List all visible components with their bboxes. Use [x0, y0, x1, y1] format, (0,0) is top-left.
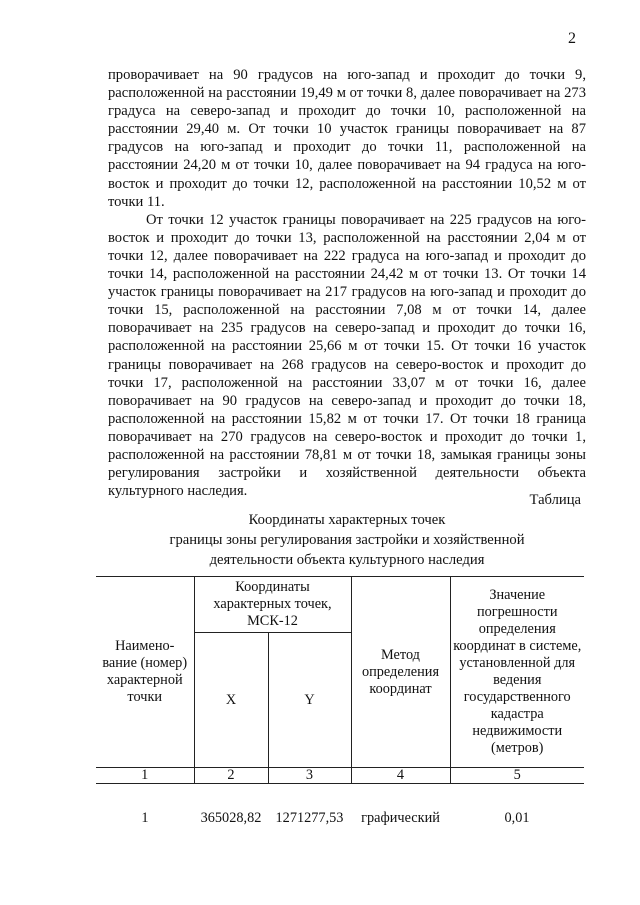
table-label: Таблица [529, 492, 581, 508]
header-x: X [194, 633, 268, 768]
column-number: 5 [450, 768, 584, 784]
column-number: 2 [194, 768, 268, 784]
column-number: 3 [268, 768, 351, 784]
page-number: 2 [568, 30, 576, 47]
table-title-line-3: деятельности объекта культурного наследия [209, 552, 485, 568]
coordinates-table [96, 576, 584, 828]
cell-point: 1 [141, 810, 149, 826]
header-coordinates: Координаты характерных точек, МСК-12 [194, 577, 351, 633]
paragraph-2: От точки 12 участок границы поворачивает на 225 градусов на юго-восток и проходит до точки 13, расположенной на расстоянии 2,04 м от точки 12, далее поворачивает на 222 градуса на юго-запад и проходит до точки 14, расположенной на расстоянии 24,42 м от точки 13. От точки 14 участок границы поворачивает на 217 градусов на юго-запад и проходит до точки 15, расположенной на расстоянии 7,08 м от точки 14, далее поворачивает на 235 градусов на северо-запад и проходит до точки 16, расположенной на расстоянии 25,66 м от точки 15. От точки 16 участок границы поворачивает на 268 градусов на северо-восток и проходит до точки 17, расположенной на расстоянии 33,07 м от точки 16, далее поворачивает на 90 градусов на северо-запад и проходит до точки 18, расположенной на расстоянии 15,82 м от точки 17. От точки 18 граница поворачивает на 270 градусов на северо-восток и проходит до точки 1, расположенной на расстоянии 78,81 м от точки 18, замыкая границы зоны регулирования застройки и хозяйственной деятельности объекта культурного наследия. [108, 211, 586, 500]
header-error: Значение погрешности определения координат в системе, установленной для ведения государственного кадастра недвижимости (метров) [450, 577, 584, 768]
header-point-name: Наимено-вание (номер) характерной точки [96, 577, 194, 768]
column-number: 4 [351, 768, 450, 784]
table-title-line-2: границы зоны регулирования застройки и хозяйственной [169, 532, 525, 548]
column-numbers-row [96, 768, 584, 784]
table-row [96, 784, 584, 829]
cell-y: 1271277,53 [275, 810, 344, 826]
header-method: Метод определения координат [351, 577, 450, 768]
paragraph-1: проворачивает на 90 градусов на юго-запад и проходит до точки 9, расположенной на расстоянии 19,49 м от точки 8, далее поворачивает на 273 градуса на северо-запад и проходит до точки 10, расположенной на расстоянии 29,40 м. От точки 10 участок границы поворачивает на 87 градусов на юго-запад и проходит до точки 11, расположенной на расстоянии 24,20 м от точки 10, далее поворачивает на 94 градуса на юго-восток и проходит до точки 12, расположенной на расстоянии 10,52 м от точки 11. [108, 67, 586, 210]
table-title [108, 510, 586, 570]
cell-method: графический [361, 810, 440, 826]
cell-x: 365028,82 [200, 810, 262, 826]
header-y: Y [268, 633, 351, 768]
table-title-line-1: Координаты характерных точек [248, 512, 446, 528]
body-text [108, 66, 586, 500]
cell-error: 0,01 [504, 810, 530, 826]
column-number: 1 [96, 768, 194, 784]
